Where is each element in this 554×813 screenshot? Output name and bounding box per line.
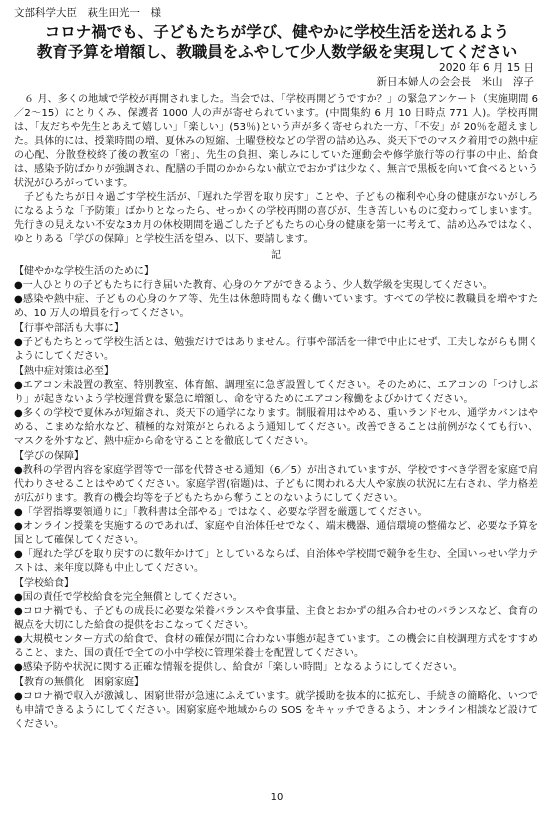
date: 2020 年 6 月 15 日 [439,62,534,74]
list-item: ●エアコン未設置の教室、特別教室、体育館、調理室に急ぎ設置してください。そのために、エアコンの「つけしぶり」が起きないよう学校運営費を緊急に増額し、命を守るためにエアコン稼働をよびかけてください。 [14,380,538,405]
page-number: 10 [270,792,284,803]
intro-paragraph-2: 子どもたちが日々過ごす学校生活が、「遅れた学習を取り戻す」ことや、子どもの権利や心身の健康がないがしろになるような「予防策」ばかりとなったら、せっかくの学校再開の喜びが、生き苦しいものに変わってしまいます。先行きの見えない不安な3カ月の休校期間を過ごした子どもたちの心身の健康を第一に考えて、詰め込みではなく、ゆとりある「学びの保障」と学校生活を望み、以下、要請します。 [14,192,538,245]
list-item: ●教科の学習内容を家庭学習等で一部を代替させる通知（6／5）が出されていますが、学校ですべき学習を家庭で肩代わりさせることはやめてください。家庭学習(宿題)は、子どもに関われる大人や家族の状況に左右され、学力格差が広がります。教育の機会均等を子どもたちから奪うことのないようにしてください。 [14,465,538,504]
section-heading: 【学びの保障】 [14,451,84,462]
section-heading: 【行事や部活も大事に】 [14,323,124,334]
intro-paragraph-1: ６ 月、多くの地域で学校が再開されました。当会では、「学校再開どうですか？」の緊急アンケート（実施期間 6／2～15）にとりくみ、保護者 1000 人の声が寄せられています。(中間集約 6 月 10 日時点 771 人)。学校再開は、「友だちや先生とあえて嬉しい」「楽しい」(53％)という声が多く寄せられた一方、「不安」が 20％を超えました。具体的には、授業時間の増、夏休みの短縮、土曜登校などの学習の詰め込み、炎天下でのマスク着用での熱中症の心配、分散登校終了後の教室の「密」、先生の負担、楽しみにしていた運動会や修学旅行等の行事の中止、給食は、感染予防ばかりが強調され、配膳の手間のかからない献立でおかずは少なく、無言で黒板を向いて食べるという状況がひろがっています。 [14,94,538,189]
organization-signature: 新日本婦人の会会長 米山 淳子 [376,76,534,88]
list-item: ●子どもたちとって学校生活とは、勉強だけではありません。行事や部活を一律で中止にせず、工夫しながらも開くようにしてください。 [14,337,538,362]
document-body [14,93,538,732]
list-item: ●コロナ禍で収入が激減し、困窮世帯が急速にふえています。就学援助を抜本的に拡充し、手続きの簡略化、いつでも申請できるようにしてください。困窮家庭や地域からの SOS をキャッチできるよう、オンライン相談など設けてください。 [14,691,538,730]
section-heading: 【学校給食】 [14,578,74,589]
list-item: ●コロナ禍でも、子どもの成長に必要な栄養バランスや食事量、主食とおかずの組み合わせのバランスなど、食育の観点を大切にした給食の提供をおこなってください。 [14,606,538,631]
section-heading: 【健やかな学校生活のために】 [14,266,154,277]
list-item: ●感染や熱中症、子どもの心身のケア等、先生は休憩時間もなく働いています。すべての学校に教職員を増やすため、10 万人の増員を行ってください。 [14,294,538,319]
list-item: ●オンライン授業を実施するのであれば、家庭や自治体任せでなく、端末機器、通信環境の整備など、必要な予算を国として確保してください。 [14,521,538,546]
list-item: ●国の責任で学校給食を完全無償としてください。 [14,592,243,603]
list-item: ●多くの学校で夏休みが短縮され、炎天下の通学になります。制服着用はやめる、重いランドセル、通学カバンはやめる、こまめな給水など、積極的な対策がとられるよう通知してください。改善できることは前例がなくても行い、マスクを外すなど、熱中症から命を守ることを徹底してください。 [14,408,538,447]
section-heading: 【熱中症対策は必至】 [14,366,114,377]
list-item: ●一人ひとりの子どもたちに行き届いた教育、心身のケアができるよう、少人数学級を実現してください。 [14,280,493,291]
list-item: ●「遅れた学びを取り戻すのに数年かけて」としているならば、自治体や学校間で競争を生む、全国いっせい学力テストは、来年度以降も中止してください。 [14,549,538,574]
list-item: ●大規模センター方式の給食で、食材の確保が間に合わない事態が起きています。この機会に自校調理方式をすすめること、また、国の責任で全ての小中学校に管理栄養士を配置してください。 [14,634,538,659]
list-item: ●感染予防や状況に関する正確な情報を提供し、給食が「楽しい時間」となるようにしてください。 [14,662,463,673]
title-line-2: 教育予算を増額し、教職員をふやして少人数学級を実現してください [36,43,518,61]
section-heading: 【教育の無償化 困窮家庭】 [14,677,144,688]
list-item: ●「学習指導要領通りに」「教科書は全部やる」ではなく、必要な学習を厳選してください。 [14,507,428,518]
addressee: 文部科学大臣 萩生田光一 様 [14,7,161,19]
title-line-1: コロナ禍でも、子どもたちが学び、健やかに学校生活を送れるよう [44,23,510,41]
ki-marker: 記 [271,250,281,261]
